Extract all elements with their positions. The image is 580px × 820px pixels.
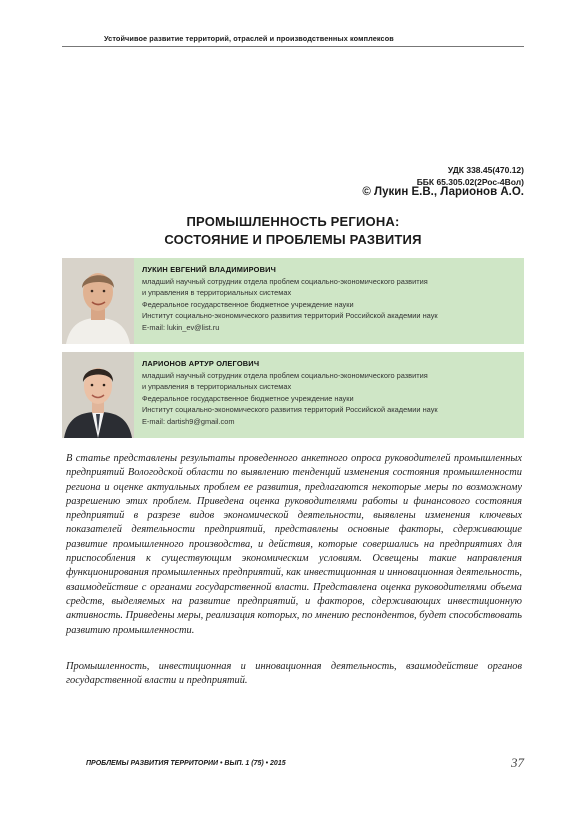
author-institution-line: Федеральное государственное бюджетное учреждение науки bbox=[142, 299, 354, 309]
author-info bbox=[142, 264, 438, 333]
author-email[interactable]: E-mail: dartish9@gmail.com bbox=[142, 416, 235, 426]
udc-code: УДК 338.45(470.12) bbox=[447, 165, 524, 175]
author-institution-line: Федеральное государственное бюджетное учреждение науки bbox=[142, 393, 354, 403]
title-line-2: СОСТОЯНИЕ И ПРОБЛЕМЫ РАЗВИТИЯ bbox=[164, 232, 422, 247]
author-institution-line: Институт социально-экономического развития территорий Российской академии наук bbox=[142, 405, 438, 414]
author-position-line: и управления в территориальных системах bbox=[142, 288, 292, 297]
author-position-line: младший научный сотрудник отдела проблем социально-экономического развития bbox=[142, 370, 428, 380]
author-info bbox=[142, 358, 438, 427]
author-position-line: и управления в территориальных системах bbox=[142, 382, 292, 391]
keywords: Промышленность, инвестиционная и инновационная деятельность, взаимодействие органов государственной власти и предприятий. bbox=[66, 661, 522, 687]
article-title bbox=[62, 213, 524, 249]
abstract: В статье представлены результаты проведенного анкетного опроса руководителей промышленных предприятий Вологодской области по выявлению тенденций изменения состояния промышленности региона и оценке актуальных проблем ее развития, предлагаются некоторые меры по возможному разрешению этих проблем. Приведена оценка руководителями работы и финансового состояния предприятий в разрезе видов экономической деятельности, выявлены изменения ключевых показателей деятельности предприятий, представлены основные факторы, сдерживающие развитие промышленного производства, и действия, которые совершались на предприятиях для приспособления к существующим экономическим условиям. Освещены такие направления функционирования промышленных предприятий, как инвестиционная и инновационная деятельность, взаимодействие с органами государственной власти. Представлена оценка руководителями объема средств, выделяемых на развитие предприятий, и факторов, сдерживающих инвестиционную активность. Приведены меры, реализация которых, по мнению респондентов, будет способствовать развитию промышленности. bbox=[66, 453, 522, 636]
bbk-code: ББК 65.305.02(2Рос-4Вол) bbox=[416, 177, 524, 187]
classification-block bbox=[417, 164, 524, 188]
author-email[interactable]: E-mail: lukin_ev@list.ru bbox=[142, 322, 220, 332]
author-card-lukin bbox=[62, 258, 524, 344]
journal-footer: ПРОБЛЕМЫ РАЗВИТИЯ ТЕРРИТОРИИ • ВЫП. 1 (75) • 2015 bbox=[86, 760, 286, 767]
author-photo bbox=[62, 352, 134, 438]
author-name: ЛУКИН ЕВГЕНИЙ ВЛАДИМИРОВИЧ bbox=[142, 265, 277, 274]
page-number: 37 bbox=[511, 755, 524, 770]
copyright-authors: © Лукин Е.В., Ларионов А.О. bbox=[362, 186, 524, 198]
title-line-1: ПРОМЫШЛЕННОСТЬ РЕГИОНА: bbox=[186, 214, 400, 229]
author-institution-line: Институт социально-экономического развития территорий Российской академии наук bbox=[142, 311, 438, 320]
running-header: Устойчивое развитие территорий, отраслей и производственных комплексов bbox=[104, 34, 394, 43]
header-divider bbox=[62, 46, 524, 47]
author-photo bbox=[62, 258, 134, 344]
author-name: ЛАРИОНОВ АРТУР ОЛЕГОВИЧ bbox=[142, 359, 260, 368]
author-position-line: младший научный сотрудник отдела проблем социально-экономического развития bbox=[142, 276, 428, 286]
author-card-larionov bbox=[62, 352, 524, 438]
